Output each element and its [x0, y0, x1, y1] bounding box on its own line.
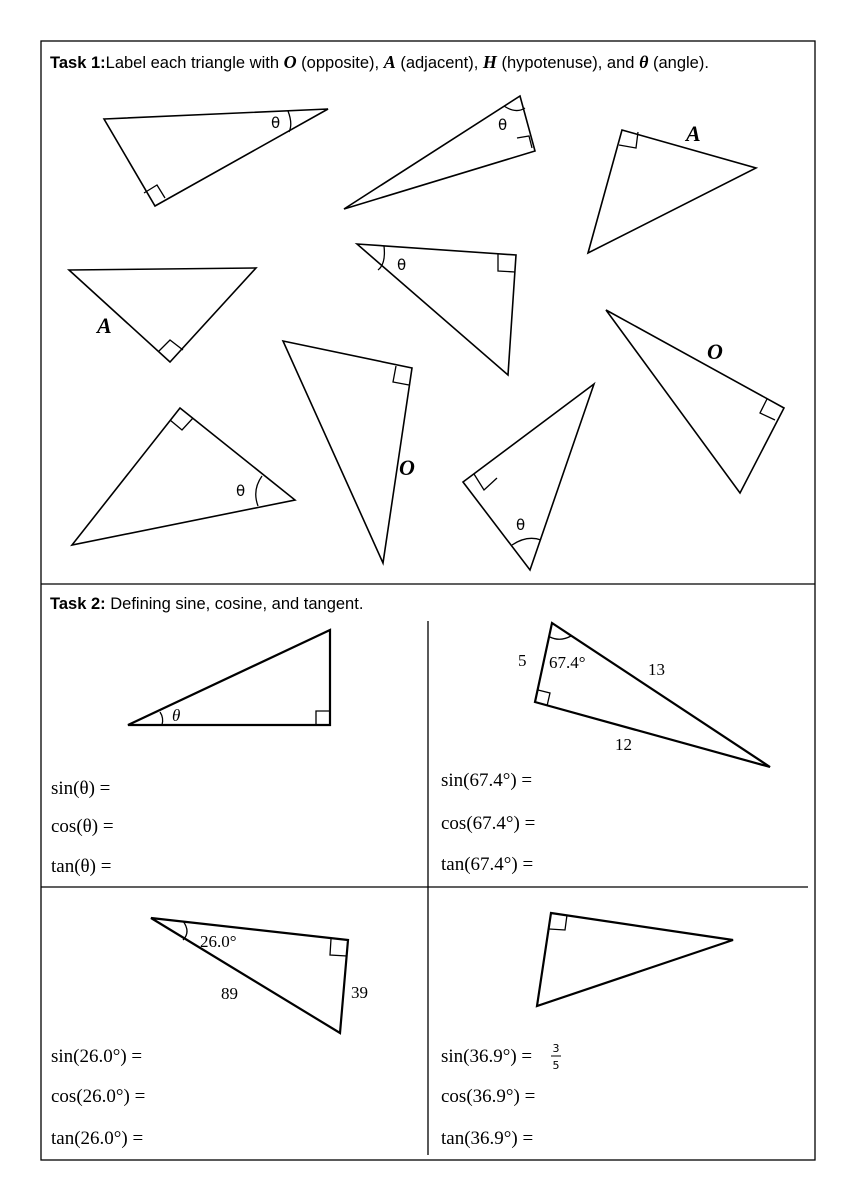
- panel3-equations: [51, 1046, 145, 1149]
- opposite-mark: O: [399, 455, 415, 480]
- theta-mark: θ: [397, 256, 407, 274]
- panel2-angle-label: 67.4°: [549, 653, 586, 672]
- panel4-equations: [441, 1042, 561, 1149]
- task1-text-part: (hypotenuse), and: [496, 54, 640, 72]
- panel4-fraction-denominator: 5: [552, 1059, 560, 1072]
- task1-title: [50, 52, 709, 73]
- panel4-sin: sin(36.9°) =: [441, 1046, 533, 1067]
- panel4-tan: tan(36.9°) =: [441, 1128, 534, 1149]
- task2-title: [50, 595, 363, 614]
- panel1-triangle: [128, 630, 330, 725]
- panel4-cos: cos(36.9°) =: [441, 1086, 536, 1107]
- adjacent-mark: A: [686, 121, 701, 146]
- task1-triangle-8: [72, 408, 295, 545]
- panel4-fraction-numerator: 3: [552, 1042, 560, 1055]
- panel2-sin: sin(67.4°) =: [441, 770, 533, 791]
- task1-triangle-9: [463, 384, 594, 570]
- panel1-sin: sin(θ) =: [51, 778, 111, 799]
- task1-triangle-1: [104, 109, 328, 206]
- panel3-cos: cos(26.0°) =: [51, 1086, 146, 1107]
- task1-triangle-7: [606, 310, 784, 493]
- panel3-angle-label: 26.0°: [200, 932, 237, 951]
- adjacent-mark: A: [97, 313, 112, 338]
- task1-triangle-5: [69, 268, 256, 362]
- theta-mark: θ: [498, 116, 508, 134]
- panel4-triangle: [537, 913, 733, 1006]
- opposite-mark: O: [707, 339, 723, 364]
- task1-text-part: (opposite),: [296, 54, 384, 72]
- task1-theta-symbol: θ: [639, 52, 649, 72]
- panel1-equations: [51, 778, 114, 877]
- panel2-side-5: 5: [518, 651, 527, 670]
- panel2-side-12: 12: [615, 735, 632, 754]
- task1-o-symbol: O: [283, 52, 297, 72]
- theta-mark: θ: [271, 114, 281, 132]
- task1-triangle-3: [588, 121, 756, 253]
- panel2-equations: [441, 770, 535, 875]
- theta-mark: θ: [516, 516, 526, 534]
- task1-triangle-4: [357, 244, 516, 375]
- task1-h-symbol: H: [482, 52, 497, 72]
- task1-a-symbol: A: [383, 52, 396, 72]
- task1-label: Task 1:: [50, 54, 106, 72]
- task1-text-part: (angle).: [648, 54, 709, 72]
- task1-triangle-2: [344, 96, 535, 209]
- panel3-side-89: 89: [221, 984, 238, 1003]
- panel2-side-13: 13: [648, 660, 665, 679]
- panel3-sin: sin(26.0°) =: [51, 1046, 143, 1067]
- panel2-tan: tan(67.4°) =: [441, 854, 534, 875]
- task1-text-part: Label each triangle with: [105, 54, 284, 72]
- panel3-triangle: [151, 918, 368, 1033]
- task2-text: Defining sine, cosine, and tangent.: [105, 595, 364, 613]
- panel3-side-39: 39: [351, 983, 368, 1002]
- panel2-triangle: [518, 623, 770, 767]
- panel3-tan: tan(26.0°) =: [51, 1128, 144, 1149]
- task2-label: Task 2:: [50, 595, 106, 613]
- theta-mark: θ: [236, 482, 246, 500]
- panel1-cos: cos(θ) =: [51, 816, 114, 837]
- panel1-angle-label: θ: [172, 706, 181, 725]
- panel2-cos: cos(67.4°) =: [441, 813, 536, 834]
- task1-triangle-6: [283, 341, 415, 563]
- panel1-tan: tan(θ) =: [51, 856, 112, 877]
- task1-text-part: (adjacent),: [395, 54, 483, 72]
